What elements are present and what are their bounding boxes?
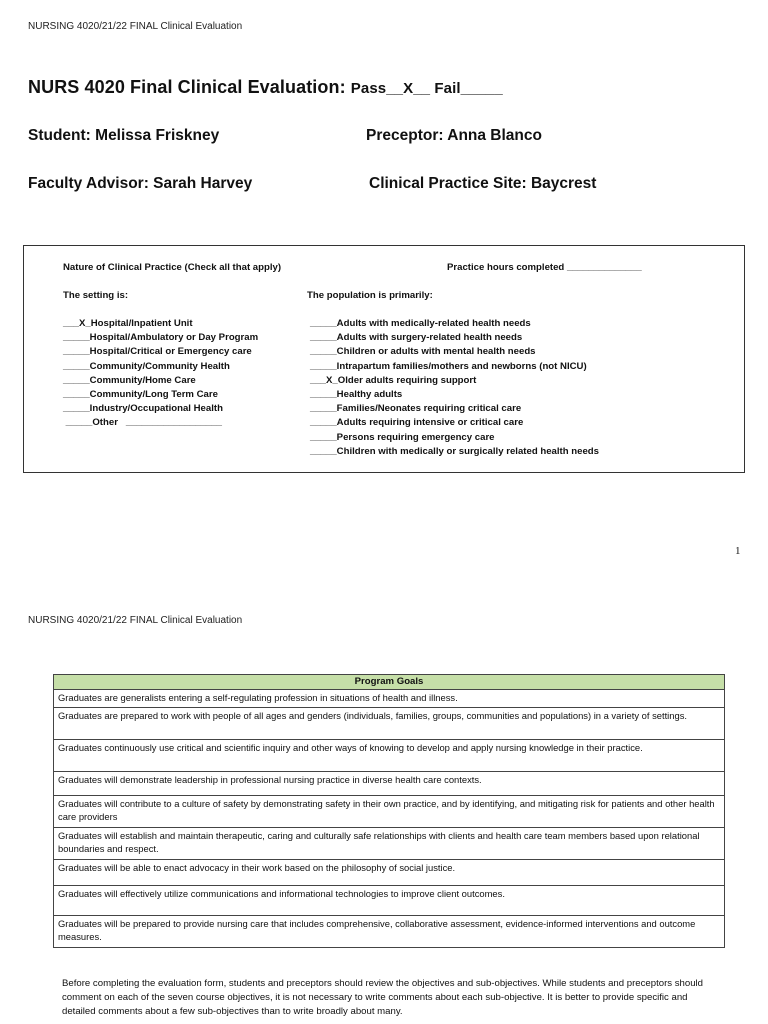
population-item: _____Adults requiring intensive or critical care xyxy=(310,417,524,429)
nature-label: Nature of Clinical Practice (Check all that apply) xyxy=(63,262,282,273)
clinical-practice-box xyxy=(23,245,745,473)
setting-item: _____Other __________________ xyxy=(63,417,222,429)
table-row xyxy=(54,771,725,795)
page-header: NURSING 4020/21/22 FINAL Clinical Evaluation xyxy=(28,21,243,32)
goal-cell: Graduates will be prepared to provide nursing care that includes comprehensive, collaborative assessment, evidence-informed interventions and outcome measures. xyxy=(54,915,725,947)
setting-item: _____Industry/Occupational Health xyxy=(63,403,223,415)
goal-cell: Graduates will be able to enact advocacy in their work based on the philosophy of social justice. xyxy=(54,859,725,885)
setting-list xyxy=(63,317,258,431)
goal-cell: Graduates are prepared to work with people of all ages and genders (individuals, families, groups, communities and populations) in a variety of settings. xyxy=(54,707,725,739)
setting-item: _____Hospital/Ambulatory or Day Program xyxy=(63,332,259,344)
setting-item: _____Community/Long Term Care xyxy=(63,389,218,401)
population-item: _____Children or adults with mental health needs xyxy=(310,346,536,358)
table-row xyxy=(54,915,725,947)
population-item: _____Adults with medically-related health needs xyxy=(310,318,531,329)
population-item: _____Intrapartum families/mothers and newborns (not NICU) xyxy=(310,360,587,372)
evaluation-title xyxy=(28,77,503,98)
goal-cell: Graduates will contribute to a culture of safety by demonstrating safety in their own practice, and by identifying, and mitigating risk for patients and other health care providers xyxy=(54,795,725,827)
table-row xyxy=(54,689,725,707)
goal-cell: Graduates will establish and maintain therapeutic, caring and culturally safe relationships with clients and health care team members based upon relational boundaries and respect. xyxy=(54,827,725,859)
population-item: _____Adults with surgery-related health needs xyxy=(310,332,523,344)
population-item: _____Families/Neonates requiring critical care xyxy=(310,403,522,415)
program-goals-table xyxy=(53,674,725,948)
population-list xyxy=(310,317,599,459)
instruction-note: Before completing the evaluation form, students and preceptors should review the objectives and sub-objectives. While students and preceptors should comment on each of the seven course objectives, it is not necessary to write comments about each sub-objective. It is better to provide specific and detailed comments about a few sub-objectives than to write broadly about many. xyxy=(62,978,704,1017)
goal-cell: Graduates are generalists entering a self-regulating profession in situations of health and illness. xyxy=(54,689,725,707)
pass-fail-status: Pass__X__ Fail_____ xyxy=(350,80,503,97)
setting-heading: The setting is: xyxy=(63,290,129,301)
page-header: NURSING 4020/21/22 FINAL Clinical Evaluation xyxy=(28,615,243,626)
population-item: _____Healthy adults xyxy=(310,389,403,401)
clinical-site: Clinical Practice Site: Baycrest xyxy=(369,175,597,192)
population-heading: The population is primarily: xyxy=(307,290,433,301)
faculty-advisor-name: Faculty Advisor: Sarah Harvey xyxy=(28,175,253,192)
setting-item: _____Community/Community Health xyxy=(63,360,230,372)
page-number: 1 xyxy=(735,545,741,557)
table-row xyxy=(54,739,725,771)
hours-label: Practice hours completed ______________ xyxy=(447,262,642,273)
table-row xyxy=(54,795,725,827)
student-name: Student: Melissa Friskney xyxy=(28,127,220,144)
table-row xyxy=(54,827,725,859)
setting-item: ___X_Hospital/Inpatient Unit xyxy=(63,318,193,329)
table-row xyxy=(54,859,725,885)
population-item: ___X_Older adults requiring support xyxy=(310,374,477,386)
program-goals-header: Program Goals xyxy=(54,675,725,690)
population-item: _____Persons requiring emergency care xyxy=(310,431,495,443)
population-item: _____Children with medically or surgically related health needs xyxy=(310,445,599,457)
setting-item: _____Community/Home Care xyxy=(63,374,196,386)
evaluation-title-text: NURS 4020 Final Clinical Evaluation: xyxy=(28,77,346,97)
preceptor-name: Preceptor: Anna Blanco xyxy=(366,127,542,144)
goal-cell: Graduates will effectively utilize communications and informational technologies to improve client outcomes. xyxy=(54,885,725,915)
goal-cell: Graduates will demonstrate leadership in professional nursing practice in diverse health care contexts. xyxy=(54,771,725,795)
setting-item: _____Hospital/Critical or Emergency care xyxy=(63,346,252,358)
table-row xyxy=(54,885,725,915)
goal-cell: Graduates continuously use critical and scientific inquiry and other ways of knowing to develop and apply nursing knowledge in their practice. xyxy=(54,739,725,771)
table-row xyxy=(54,707,725,739)
